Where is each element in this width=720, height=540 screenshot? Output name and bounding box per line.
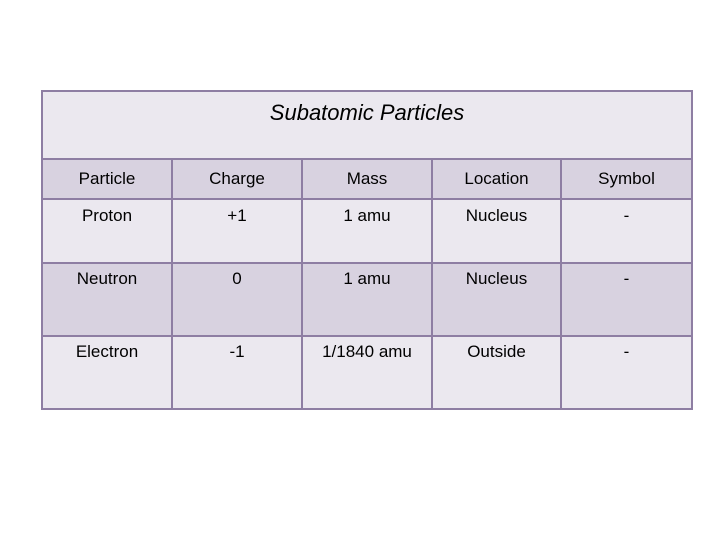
subatomic-particles-table <box>41 90 693 410</box>
cell-symbol: - <box>561 336 692 409</box>
cell-charge: +1 <box>172 199 302 263</box>
cell-symbol: - <box>561 199 692 263</box>
table-title-cell <box>42 91 692 159</box>
table-title: Subatomic Particles <box>269 100 465 125</box>
table-row-proton <box>42 199 692 263</box>
cell-location: Outside <box>432 336 561 409</box>
header-symbol: Symbol <box>561 159 692 199</box>
header-location: Location <box>432 159 561 199</box>
cell-charge: 0 <box>172 263 302 336</box>
header-charge: Charge <box>172 159 302 199</box>
table-row-neutron <box>42 263 692 336</box>
cell-location: Nucleus <box>432 263 561 336</box>
cell-mass: 1 amu <box>302 263 432 336</box>
header-mass: Mass <box>302 159 432 199</box>
cell-particle: Neutron <box>42 263 172 336</box>
cell-mass: 1 amu <box>302 199 432 263</box>
cell-charge: -1 <box>172 336 302 409</box>
cell-particle: Electron <box>42 336 172 409</box>
table-row-electron <box>42 336 692 409</box>
cell-symbol: - <box>561 263 692 336</box>
header-particle: Particle <box>42 159 172 199</box>
cell-particle: Proton <box>42 199 172 263</box>
cell-location: Nucleus <box>432 199 561 263</box>
cell-mass: 1/1840 amu <box>302 336 432 409</box>
table-header-row <box>42 159 692 199</box>
